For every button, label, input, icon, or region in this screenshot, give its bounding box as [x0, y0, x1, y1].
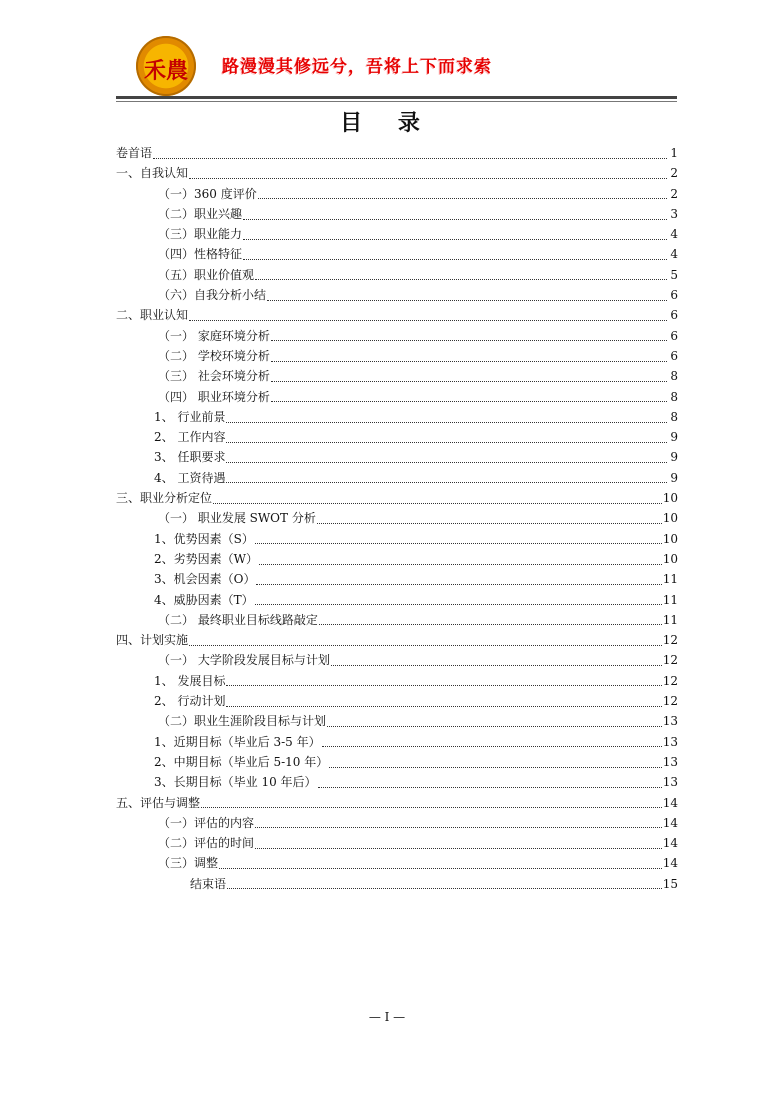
toc-dot-leader — [226, 705, 661, 707]
header-rule-thick — [116, 96, 677, 99]
toc-dot-leader — [271, 380, 667, 382]
toc-entry[interactable] — [116, 711, 678, 731]
toc-entry-page: 15 — [662, 876, 678, 891]
toc-dot-leader — [329, 766, 661, 768]
toc-entry[interactable] — [116, 387, 678, 407]
toc-entry-page: 4 — [670, 247, 678, 262]
toc-entry-page: 13 — [662, 734, 678, 749]
toc-entry-label: （一）评估的内容 — [158, 815, 255, 830]
toc-entry-label: 1、近期目标（毕业后 3-5 年） — [154, 734, 321, 749]
toc-entry-label: （一）360 度评价 — [158, 186, 257, 201]
header-rule-thin — [116, 101, 677, 102]
toc-dot-leader — [213, 502, 662, 504]
toc-dot-leader — [255, 542, 662, 544]
toc-entry-page: 12 — [662, 633, 678, 648]
toc-entry[interactable] — [116, 265, 678, 285]
toc-entry-label: （三）调整 — [158, 856, 219, 871]
toc-entry-label: 一、自我认知 — [116, 166, 189, 181]
toc-entry-page: 8 — [670, 409, 678, 424]
toc-entry-label: （一） 职业发展 SWOT 分析 — [158, 511, 316, 526]
toc-entry-label: 3、 任职要求 — [154, 450, 226, 465]
toc-entry[interactable] — [116, 204, 678, 224]
toc-entry-page: 9 — [670, 470, 678, 485]
toc-dot-leader — [331, 664, 662, 666]
toc-dot-leader — [319, 623, 662, 625]
toc-title: 目 录 — [340, 111, 434, 136]
toc-entry-label: （一） 大学阶段发展目标与计划 — [158, 653, 330, 668]
toc-entry-label: （二）职业生涯阶段目标与计划 — [158, 714, 327, 729]
toc-entry[interactable] — [116, 427, 678, 447]
toc-entry-label: （二） 最终职业目标线路敲定 — [158, 612, 318, 627]
toc-dot-leader — [255, 847, 662, 849]
toc-dot-leader — [317, 522, 662, 524]
toc-entry-page: 13 — [662, 714, 678, 729]
toc-entry-label: （四）性格特征 — [158, 247, 243, 262]
toc-entry-page: 14 — [662, 836, 678, 851]
toc-entry[interactable] — [116, 224, 678, 244]
toc-entry-label: 结束语 — [190, 876, 227, 891]
toc-entry-label: （二） 学校环境分析 — [158, 348, 270, 363]
toc-dot-leader — [255, 603, 662, 605]
toc-entry-label: 3、机会因素（O） — [154, 572, 256, 587]
toc-dot-leader — [226, 461, 667, 463]
toc-entry-label: 三、职业分析定位 — [116, 491, 213, 506]
toc-entry[interactable] — [116, 590, 678, 610]
toc-entry[interactable] — [116, 793, 678, 813]
toc-entry[interactable] — [116, 143, 678, 163]
toc-entry-page: 1 — [670, 146, 678, 160]
toc-entry[interactable] — [116, 671, 678, 691]
toc-entry-label: 2、劣势因素（W） — [154, 551, 258, 566]
toc-dot-leader — [318, 786, 662, 788]
toc-entry[interactable] — [116, 853, 678, 873]
toc-entry[interactable] — [116, 346, 678, 366]
toc-entry-page: 10 — [662, 551, 678, 566]
toc-entry-page: 4 — [670, 227, 678, 242]
toc-entry[interactable] — [116, 691, 678, 711]
toc-entry-page: 6 — [670, 348, 678, 363]
toc-entry-page: 5 — [670, 267, 678, 282]
toc-entry[interactable] — [116, 508, 678, 528]
toc-entry-page: 12 — [662, 653, 678, 668]
toc-entry[interactable] — [116, 630, 678, 650]
toc-dot-leader — [271, 339, 667, 341]
toc-dot-leader — [189, 644, 662, 646]
toc-entry-label: 五、评估与调整 — [116, 795, 201, 810]
toc-entry-label: 2、 行动计划 — [154, 694, 226, 709]
toc-dot-leader — [243, 218, 667, 220]
toc-entry[interactable] — [116, 610, 678, 630]
toc-entry-page: 6 — [670, 328, 678, 343]
toc-entry-page: 8 — [670, 389, 678, 404]
toc-entry-label: 4、 工资待遇 — [154, 470, 226, 485]
toc-entry-label: 二、职业认知 — [116, 308, 189, 323]
toc-dot-leader — [271, 400, 667, 402]
toc-dot-leader — [255, 826, 662, 828]
toc-entry-label: （二）职业兴趣 — [158, 206, 243, 221]
toc-dot-leader — [243, 258, 667, 260]
university-logo — [136, 36, 196, 96]
toc-entry-label: （五）职业价值观 — [158, 267, 255, 282]
toc-entry-page: 11 — [662, 592, 678, 607]
toc-dot-leader — [255, 278, 667, 280]
page-number: — I — — [368, 1010, 406, 1024]
toc-entry-label: 3、长期目标（毕业 10 年后） — [154, 775, 317, 790]
toc-entry-page: 8 — [670, 369, 678, 384]
toc-entry-label: 四、计划实施 — [116, 633, 189, 648]
toc-entry-label: （四） 职业环境分析 — [158, 389, 270, 404]
toc-entry-page: 10 — [662, 511, 678, 526]
toc-entry-page: 6 — [670, 308, 678, 323]
toc-dot-leader — [226, 481, 667, 483]
toc-dot-leader — [271, 360, 667, 362]
toc-dot-leader — [258, 197, 667, 199]
toc-entry[interactable] — [116, 874, 678, 894]
toc-entry-label: （三）职业能力 — [158, 227, 243, 242]
toc-entry[interactable] — [116, 447, 678, 467]
toc-entry-label: 2、 工作内容 — [154, 430, 226, 445]
toc-entry[interactable] — [116, 285, 678, 305]
toc-dot-leader — [189, 177, 667, 179]
toc-entry-page: 12 — [662, 673, 678, 688]
toc-entry-page: 10 — [662, 491, 678, 506]
toc-entry[interactable] — [116, 752, 678, 772]
toc-entry-page: 6 — [670, 288, 678, 303]
toc-dot-leader — [322, 745, 662, 747]
toc-entry-page: 12 — [662, 694, 678, 709]
toc-entry[interactable] — [116, 813, 678, 833]
header-motto: 路漫漫其修远兮，吾将上下而求索 — [222, 57, 492, 77]
toc-entry[interactable] — [116, 569, 678, 589]
logo-glyph: 禾農 — [143, 59, 188, 84]
toc-entry-label: （一） 家庭环境分析 — [158, 328, 270, 343]
toc-entry-label: （六）自我分析小结 — [158, 288, 267, 303]
toc-dot-leader — [226, 684, 661, 686]
toc-entry[interactable] — [116, 244, 678, 264]
toc-dot-leader — [219, 867, 662, 869]
toc-entry-label: （二）评估的时间 — [158, 836, 255, 851]
toc-entry-label: 1、 行业前景 — [154, 409, 226, 424]
toc-entry-label: 1、优势因素（S） — [154, 531, 254, 546]
toc-entry-page: 2 — [670, 186, 678, 201]
toc-entry[interactable] — [116, 407, 678, 427]
toc-entry[interactable] — [116, 305, 678, 325]
toc-entry[interactable] — [116, 650, 678, 670]
toc-entry-label: （三） 社会环境分析 — [158, 369, 270, 384]
toc-entry-page: 3 — [670, 206, 678, 221]
toc-dot-leader — [189, 319, 667, 321]
toc-entry[interactable] — [116, 163, 678, 183]
toc-entry-page: 10 — [662, 531, 678, 546]
toc-entry-label: 2、中期目标（毕业后 5-10 年） — [154, 754, 329, 769]
toc-dot-leader — [256, 583, 661, 585]
toc-entry[interactable] — [116, 326, 678, 346]
toc-entry-page: 13 — [662, 775, 678, 790]
toc-entry-page: 9 — [670, 450, 678, 465]
page-header — [116, 30, 677, 100]
toc-entry[interactable] — [116, 366, 678, 386]
toc-dot-leader — [226, 421, 667, 423]
toc-entry[interactable] — [116, 772, 678, 792]
toc-entry-page: 9 — [670, 430, 678, 445]
toc-entry[interactable] — [116, 529, 678, 549]
toc-dot-leader — [259, 563, 662, 565]
toc-entry-page: 14 — [662, 795, 678, 810]
toc-entry-page: 11 — [662, 572, 678, 587]
toc-entry[interactable] — [116, 833, 678, 853]
toc-entry[interactable] — [116, 488, 678, 508]
table-of-contents — [116, 143, 678, 894]
toc-dot-leader — [227, 887, 662, 889]
toc-entry[interactable] — [116, 549, 678, 569]
toc-dot-leader — [153, 157, 667, 159]
toc-entry-page: 14 — [662, 856, 678, 871]
toc-dot-leader — [201, 806, 662, 808]
toc-dot-leader — [327, 725, 662, 727]
toc-entry-page: 13 — [662, 754, 678, 769]
toc-entry-page: 11 — [662, 612, 678, 627]
toc-entry-label: 卷首语 — [116, 146, 153, 160]
toc-entry-page: 14 — [662, 815, 678, 830]
toc-entry[interactable] — [116, 468, 678, 488]
toc-entry-label: 4、威胁因素（T） — [154, 592, 254, 607]
toc-entry[interactable] — [116, 184, 678, 204]
toc-dot-leader — [243, 238, 667, 240]
toc-entry[interactable] — [116, 732, 678, 752]
toc-dot-leader — [267, 299, 667, 301]
toc-entry-page: 2 — [670, 166, 678, 181]
toc-entry-label: 1、 发展目标 — [154, 673, 226, 688]
toc-dot-leader — [226, 441, 667, 443]
